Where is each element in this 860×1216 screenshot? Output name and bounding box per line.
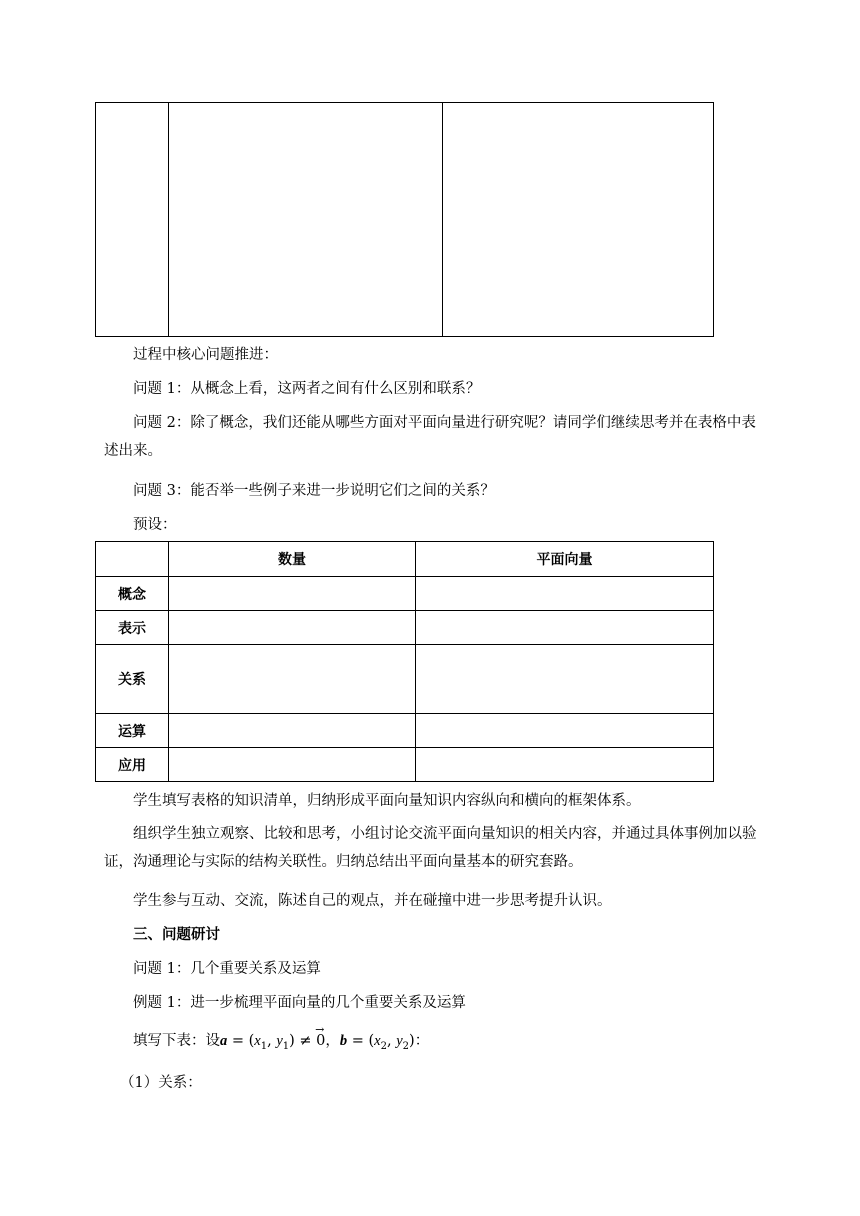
table-row	[96, 611, 714, 645]
table-cell	[416, 748, 714, 782]
top-table-cell-2	[169, 103, 443, 337]
paragraph-problem-1: 问题 1：几个重要关系及运算	[133, 961, 321, 977]
vector-b-symbol: b	[339, 1033, 348, 1049]
paragraph-organize: 组织学生独立观察、比较和思考，小组讨论交流平面向量知识的相关内容，并通过具体事例加以验证，沟通理论与实际的结构关联性。归纳总结出平面向量基本的研究套路。	[104, 826, 757, 870]
math-colon: ：	[414, 1033, 430, 1049]
top-table-cell-1	[96, 103, 169, 337]
table-cell	[169, 748, 416, 782]
row-label-concept: 概念	[96, 577, 169, 611]
math-sub: 2	[402, 1040, 410, 1052]
math-sub: 1	[260, 1040, 268, 1052]
compare-table	[95, 541, 714, 782]
zero-vector-symbol: → 0	[316, 1027, 325, 1055]
math-comma: ,	[267, 1033, 277, 1049]
math-eq: = (	[347, 1033, 375, 1049]
math-close: )	[409, 1033, 415, 1049]
section-heading: 三、问题研讨	[133, 927, 220, 943]
table-cell	[169, 577, 416, 611]
paragraph-example-1: 例题 1：进一步梳理平面向量的几个重要关系及运算	[133, 995, 466, 1011]
paragraph-question-3: 问题 3：能否举一些例子来进一步说明它们之间的关系？	[133, 483, 495, 499]
top-empty-table	[95, 102, 714, 337]
table-cell	[416, 645, 714, 714]
row-label-application: 应用	[96, 748, 169, 782]
table-row	[96, 748, 714, 782]
top-table-cell-3	[443, 103, 714, 337]
row-label-relation: 关系	[96, 645, 169, 714]
row-label-representation: 表示	[96, 611, 169, 645]
table-row	[96, 577, 714, 611]
math-sub: 1	[282, 1040, 290, 1052]
math-sep: ，	[325, 1033, 340, 1049]
paragraph-fill-table	[133, 1027, 429, 1061]
paragraph-relations: （1）关系：	[120, 1075, 202, 1091]
math-close-ne: ) ≠	[289, 1033, 317, 1049]
paragraph-student-fill: 学生填写表格的知识清单，归纳形成平面向量知识内容纵向和横向的框架体系。	[133, 793, 641, 809]
table-cell	[169, 645, 416, 714]
vector-a-symbol: a	[220, 1033, 228, 1049]
table-cell	[169, 714, 416, 748]
paragraph-preset: 预设：	[133, 517, 177, 533]
math-y: y	[396, 1033, 403, 1049]
math-comma: ,	[386, 1033, 397, 1049]
paragraph-question-1: 问题 1：从概念上看，这两者之间有什么区别和联系？	[133, 381, 481, 397]
math-sub: 2	[380, 1040, 387, 1052]
row-label-operation: 运算	[96, 714, 169, 748]
math-x: x	[374, 1033, 381, 1049]
fill-table-prefix: 填写下表：设	[133, 1033, 220, 1049]
math-y: y	[276, 1033, 283, 1049]
math-eq: = (	[227, 1033, 255, 1049]
table-row	[96, 714, 714, 748]
compare-table-header-empty	[96, 542, 169, 577]
table-cell	[169, 611, 416, 645]
paragraph-core-questions: 过程中核心问题推进：	[133, 347, 278, 363]
math-x: x	[254, 1033, 261, 1049]
table-cell	[416, 714, 714, 748]
table-cell	[416, 611, 714, 645]
compare-table-header-quantity: 数量	[169, 542, 416, 577]
compare-table-header-vector: 平面向量	[416, 542, 714, 577]
table-row	[96, 645, 714, 714]
compare-table-header-row	[96, 542, 714, 577]
table-cell	[416, 577, 714, 611]
paragraph-student-participate: 学生参与互动、交流，陈述自己的观点，并在碰撞中进一步思考提升认识。	[133, 893, 612, 909]
paragraph-question-2: 问题 2：除了概念，我们还能从哪些方面对平面向量进行研究呢？请同学们继续思考并在表格中表述出来。	[104, 415, 756, 459]
